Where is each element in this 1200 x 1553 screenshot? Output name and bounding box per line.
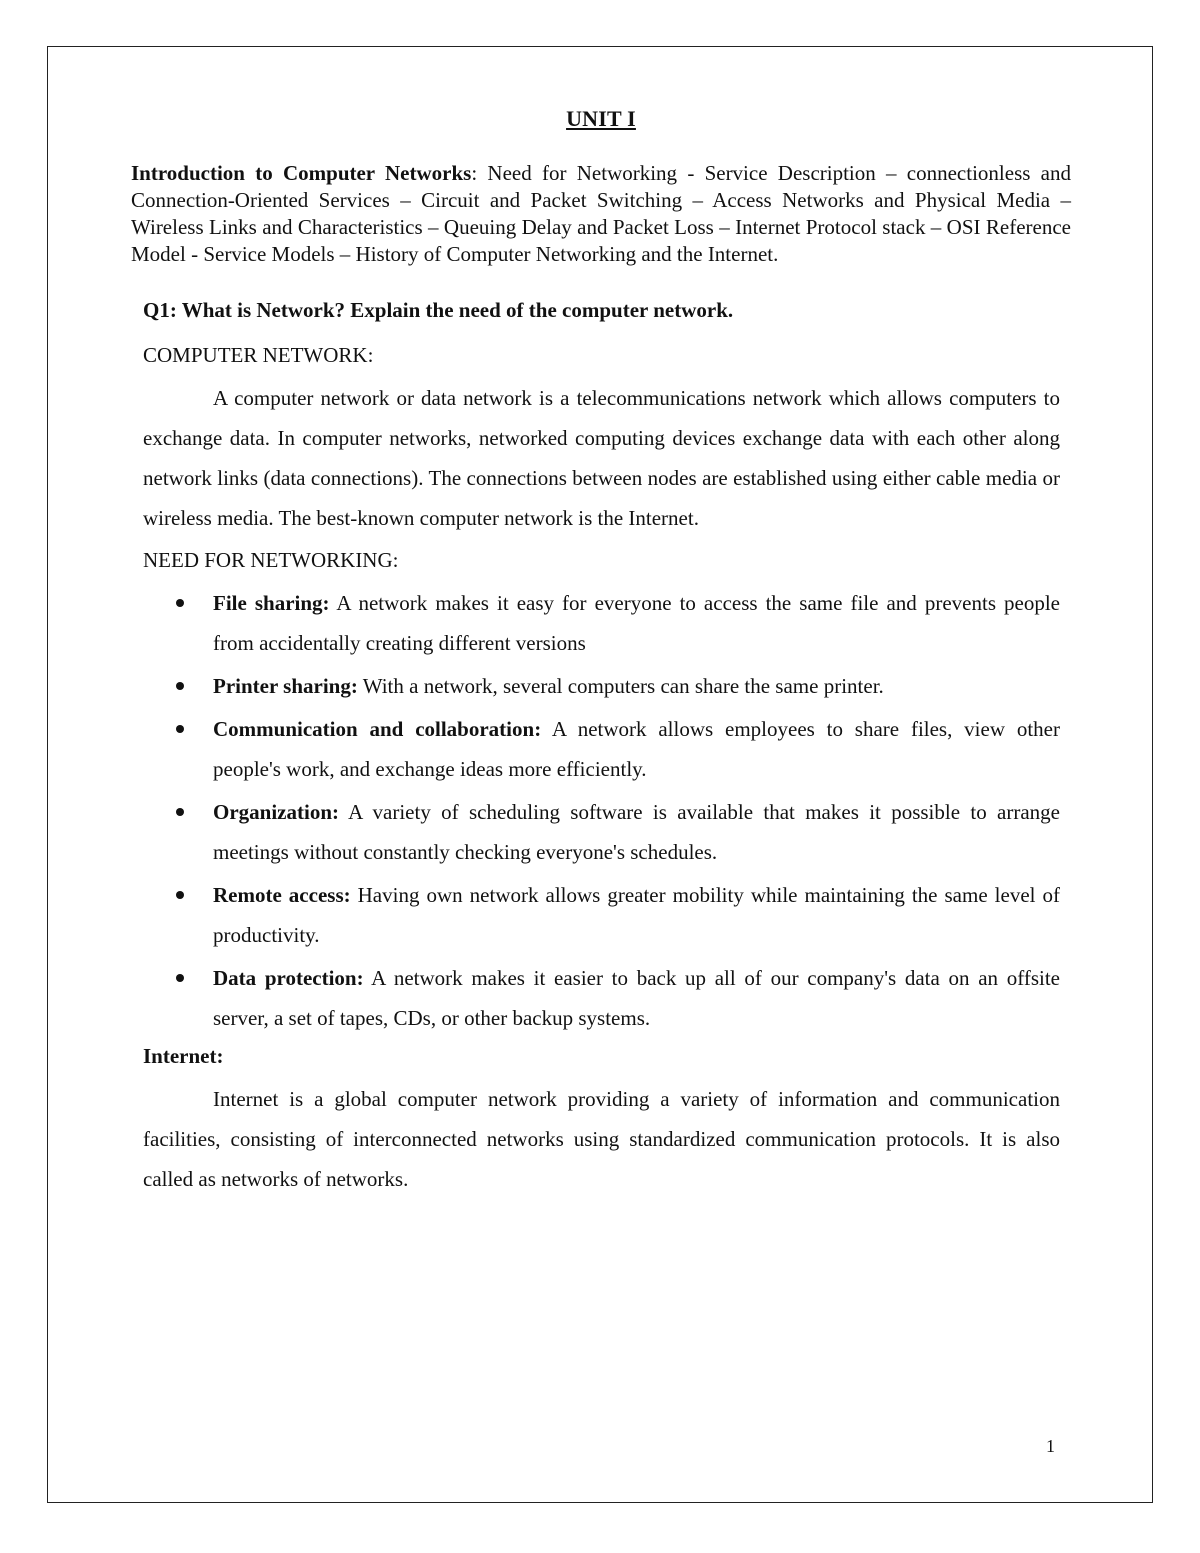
- need-for-networking-heading: NEED FOR NETWORKING:: [143, 548, 399, 572]
- list-item-text: A network makes it easier to back up all of our company's data on an offsite server, a set of tapes, CDs, or other backup systems.: [213, 966, 1060, 1030]
- document-body: [131, 100, 1071, 1199]
- list-item-term: Data protection:: [213, 966, 364, 990]
- list-item: [143, 958, 1060, 1038]
- list-item-text: A network allows employees to share files, view other people's work, and exchange ideas more efficiently.: [213, 717, 1060, 781]
- internet-heading: Internet:: [143, 1044, 224, 1068]
- list-item-term: Remote access:: [213, 883, 351, 907]
- list-item: [143, 792, 1060, 872]
- list-item-term: Printer sharing:: [213, 674, 358, 698]
- list-item: [143, 666, 1060, 706]
- list-item-text: With a network, several computers can share the same printer.: [357, 674, 884, 698]
- list-item: [143, 583, 1060, 663]
- internet-paragraph: Internet is a global computer network providing a variety of information and communication facilities, consisting of interconnected networks using standardized communication protocols. It is also called as networks of networks.: [143, 1087, 1060, 1191]
- list-item-text: A variety of scheduling software is available that makes it possible to arrange meetings without constantly checking everyone's schedules.: [213, 800, 1060, 864]
- main-section: [143, 298, 1060, 1199]
- bullet-icon: [176, 682, 184, 690]
- list-item: [143, 709, 1060, 789]
- computer-network-heading: COMPUTER NETWORK:: [143, 343, 374, 367]
- page-number: 1: [1046, 1436, 1055, 1456]
- list-item: [143, 875, 1060, 955]
- list-item-term: Communication and collaboration:: [213, 717, 542, 741]
- question-heading: Q1: What is Network? Explain the need of the computer network.: [143, 298, 734, 322]
- bullet-icon: [176, 808, 184, 816]
- needs-list: [143, 583, 1060, 1038]
- bullet-icon: [176, 891, 184, 899]
- bullet-icon: [176, 974, 184, 982]
- syllabus-lead: Introduction to Computer Networks: [131, 161, 472, 185]
- syllabus-text: : Need for Networking - Service Description – connectionless and Connection-Oriented Services – Circuit and Packet Switching – Access Networks and Physical Media – Wireless Links and Characteristics – Queuing Delay and Packet Loss – Internet Protocol stack – OSI Reference Model - Service Models – History of Computer Networking and the Internet.: [131, 161, 1071, 266]
- bullet-icon: [176, 725, 184, 733]
- list-item-text: Having own network allows greater mobility while maintaining the same level of productivity.: [213, 883, 1061, 947]
- unit-title: UNIT I: [566, 106, 636, 131]
- list-item-term: Organization:: [213, 800, 339, 824]
- bullet-icon: [176, 599, 184, 607]
- computer-network-paragraph: A computer network or data network is a telecommunications network which allows computers to exchange data. In computer networks, networked computing devices exchange data with each other along network links (data connections). The connections between nodes are established using either cable media or wireless media. The best-known computer network is the Internet.: [143, 386, 1060, 530]
- list-item-text: A network makes it easy for everyone to access the same file and prevents people from accidentally creating different versions: [213, 591, 1060, 655]
- syllabus-paragraph: [131, 160, 1071, 268]
- list-item-term: File sharing:: [213, 591, 330, 615]
